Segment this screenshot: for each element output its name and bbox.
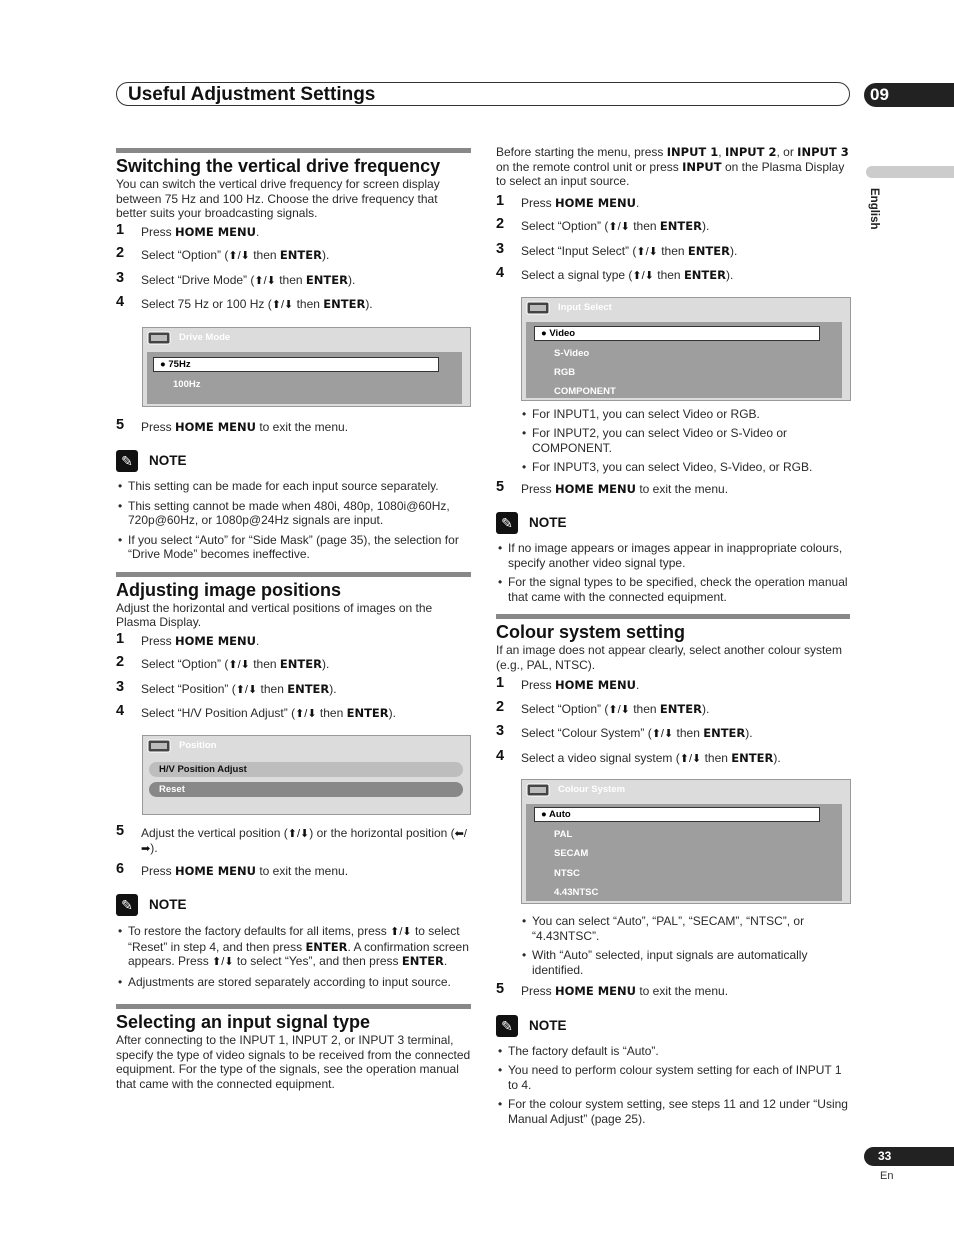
section-intro: If an image does not appear clearly, select another colour system (e.g., PAL, NTSC).	[496, 643, 842, 672]
up-down-arrow-icon: ⬆/⬇	[287, 827, 310, 840]
note-header: ✎ NOTE	[116, 450, 471, 472]
up-down-arrow-icon: ⬆/⬇	[228, 659, 250, 671]
note-item: • To restore the factory defaults for all items, press ⬆/⬇ to select “Reset” in step 4, and then press ENTER. A confirmation screen appears. Press ⬆/⬇ to select “Yes”, and then press ENTER.	[116, 924, 471, 970]
note-item: • If you select “Auto” for “Side Mask” (page 35), the selection for “Drive Mode” becomes ineffective.	[116, 533, 471, 562]
up-down-arrow-icon: ⬆/⬇	[271, 299, 294, 311]
input-select-menu	[521, 297, 851, 401]
step-item: 1 Press HOME MENU.	[496, 675, 640, 692]
menu-option-selected[interactable]: H/V Position Adjust	[149, 762, 463, 777]
step-item: 3 Select “Colour System” (⬆/⬇ then ENTER).	[496, 723, 753, 740]
up-down-arrow-icon: ⬆/⬇	[651, 728, 674, 740]
step-item: 6 Press HOME MENU to exit the menu.	[116, 860, 349, 878]
section-title-position: Adjusting image positions	[116, 579, 342, 600]
note-item: • This setting cannot be made when 480i, 480p, 1080i@60Hz, 720p@60Hz, or 1080p@24Hz signals are input.	[116, 499, 471, 528]
page-title: Useful Adjustment Settings	[128, 84, 376, 105]
left-column	[116, 148, 471, 1091]
section-title-input: Selecting an input signal type	[116, 1012, 371, 1032]
note-list	[496, 541, 850, 604]
step-item: 1 Press HOME MENU.	[116, 221, 260, 239]
note-item: • The factory default is “Auto”.	[496, 1044, 850, 1059]
note-list	[496, 1044, 850, 1127]
page-lang: En	[880, 1170, 894, 1182]
steps-colour	[496, 675, 850, 766]
menu-option[interactable]: COMPONENT	[554, 385, 616, 397]
step-item: 4 Select a signal type (⬆/⬇ then ENTER).	[496, 265, 734, 282]
steps-position	[116, 630, 471, 722]
step-item: 5 Press HOME MENU to exit the menu.	[496, 478, 729, 496]
step-item: 5 Press HOME MENU to exit the menu.	[496, 981, 729, 998]
section-bar	[116, 572, 471, 577]
step-item: 1 Press HOME MENU.	[116, 630, 260, 648]
language-label: English	[868, 188, 880, 230]
up-down-arrow-icon: ⬆/⬇	[235, 683, 258, 696]
up-down-arrow-icon: ⬆/⬇	[636, 245, 658, 258]
menu-title: Input Select	[558, 301, 612, 313]
up-down-arrow-icon: ⬆/⬇	[295, 708, 317, 720]
up-down-arrow-icon: ⬆/⬇	[608, 221, 630, 233]
note-list	[116, 924, 471, 989]
menu-option[interactable]: 100Hz	[173, 378, 201, 390]
menu-title: Drive Mode	[179, 331, 231, 343]
step-exit	[116, 416, 471, 435]
section-intro: You can switch the vertical drive frequency for screen display between 75 Hz and 100 Hz. Choose the drive frequency that better suits your broadcasting signals.	[116, 177, 440, 220]
bullet-item: • For INPUT1, you can select Video or RGB.	[520, 407, 850, 422]
note-pencil-icon: ✎	[496, 512, 518, 534]
chapter-badge: 09	[864, 83, 954, 107]
up-down-arrow-icon: ⬆/⬇	[212, 956, 234, 968]
note-item: • For the signal types to be specified, check the operation manual that came with the connected equipment.	[496, 575, 850, 604]
note-header: ✎ NOTE	[116, 894, 471, 916]
menu-title: Position	[179, 739, 217, 751]
note-pencil-icon: ✎	[116, 894, 138, 916]
menu-title: Colour System	[558, 784, 626, 795]
step-item: 4 Select a video signal system (⬆/⬇ then ENTER).	[496, 747, 781, 765]
right-column	[496, 145, 850, 1126]
menu-option[interactable]: PAL	[554, 829, 573, 840]
note-item: • If no image appears or images appear in inappropriate colours, specify another video signal type.	[496, 541, 850, 570]
up-down-arrow-icon: ⬆/⬇	[679, 752, 702, 765]
colour-bullets	[520, 914, 850, 977]
up-down-arrow-icon: ⬆/⬇	[608, 703, 630, 716]
steps-input	[496, 192, 850, 284]
menu-tv-icon	[147, 330, 175, 346]
up-down-arrow-icon: ⬆/⬇	[632, 270, 654, 282]
step-exit	[496, 981, 850, 999]
menu-tv-icon	[526, 300, 554, 316]
menu-option[interactable]: 4.43NTSC	[554, 887, 599, 898]
step-item: 5 Adjust the vertical position (⬆/⬇) or the horizontal position (⬅/➡).	[116, 822, 467, 855]
bullet-item: • With “Auto” selected, input signals are automatically identified.	[520, 948, 850, 977]
step-item: 3 Select “Position” (⬆/⬇ then ENTER).	[116, 678, 337, 696]
menu-option-selected[interactable]: ● Video	[534, 326, 820, 341]
note-header: ✎ NOTE	[496, 512, 850, 534]
note-header: ✎ NOTE	[496, 1015, 850, 1037]
menu-tv-icon	[526, 782, 554, 798]
step-exit	[496, 478, 850, 497]
note-item: • You need to perform colour system setting for each of INPUT 1 to 4.	[496, 1063, 850, 1092]
note-pencil-icon: ✎	[496, 1015, 518, 1037]
step-item: 2 Select “Option” (⬆/⬇ then ENTER).	[116, 654, 330, 671]
step-item: 2 Select “Option” (⬆/⬇ then ENTER).	[116, 245, 330, 262]
bullet-item: • For INPUT3, you can select Video, S-Video, or RGB.	[520, 460, 850, 475]
up-down-arrow-icon: ⬆/⬇	[390, 926, 412, 938]
up-down-arrow-icon: ⬆/⬇	[228, 250, 250, 262]
drive-mode-menu	[142, 327, 471, 407]
language-tab	[866, 166, 954, 178]
step-item: 4 Select 75 Hz or 100 Hz (⬆/⬇ then ENTER).	[116, 294, 373, 311]
menu-option-selected[interactable]: ● Auto	[534, 807, 820, 822]
input-bullets	[520, 407, 850, 475]
section-bar	[496, 614, 850, 619]
note-pencil-icon: ✎	[116, 450, 138, 472]
step-item: 3 Select “Drive Mode” (⬆/⬇ then ENTER).	[116, 269, 356, 287]
left-right-arrow-icon: ⬅/➡	[141, 827, 467, 855]
menu-option[interactable]: S-Video	[554, 347, 590, 359]
section-title-drive: Switching the vertical drive frequency	[116, 156, 441, 176]
section-bar	[116, 148, 471, 153]
section-title-colour: Colour system setting	[496, 622, 686, 642]
section-intro: After connecting to the INPUT 1, INPUT 2, or INPUT 3 terminal, specify the type of video signals to be received from the connected equipment. For the type of the signals, see the operation manual that came with the connected equipment.	[116, 1033, 471, 1091]
step-item: 5 Press HOME MENU to exit the menu.	[116, 416, 349, 434]
menu-option[interactable]: Reset	[149, 782, 463, 797]
step-item: 3 Select “Input Select” (⬆/⬇ then ENTER).	[496, 240, 738, 258]
note-item: • For the colour system setting, see steps 11 and 12 under “Using Manual Adjust” (page 25).	[496, 1097, 850, 1126]
menu-option[interactable]: SECAM	[554, 848, 589, 859]
colour-system-menu	[521, 779, 851, 904]
input-intro: Before starting the menu, press INPUT 1, INPUT 2, or INPUT 3 on the remote control unit or press INPUT on the Plasma Display to select an input source.	[496, 145, 849, 188]
step-item: 1 Press HOME MENU.	[496, 192, 640, 210]
position-menu	[142, 735, 471, 815]
steps-position-end	[116, 822, 471, 879]
note-item: • This setting can be made for each input source separately.	[116, 479, 471, 494]
bullet-item: • You can select “Auto”, “PAL”, “SECAM”, “NTSC”, or “4.43NTSC”.	[520, 914, 850, 943]
menu-option[interactable]: NTSC	[554, 868, 580, 879]
section-bar	[116, 1004, 471, 1009]
steps-drive	[116, 221, 471, 313]
up-down-arrow-icon: ⬆/⬇	[254, 274, 276, 287]
menu-option-selected[interactable]: ● 75Hz	[153, 357, 439, 372]
step-item: 2 Select “Option” (⬆/⬇ then ENTER).	[496, 216, 710, 233]
page-number: 33	[864, 1147, 954, 1166]
step-item: 2 Select “Option” (⬆/⬇ then ENTER).	[496, 698, 710, 716]
bullet-item: • For INPUT2, you can select Video or S-Video or COMPONENT.	[520, 426, 850, 455]
section-intro: Adjust the horizontal and vertical positions of images on the Plasma Display.	[116, 600, 433, 629]
note-list	[116, 479, 471, 562]
menu-option[interactable]: RGB	[554, 366, 576, 378]
step-item: 4 Select “H/V Position Adjust” (⬆/⬇ then ENTER).	[116, 703, 396, 720]
note-item: • Adjustments are stored separately according to input source.	[116, 975, 471, 990]
menu-tv-icon	[147, 738, 175, 754]
